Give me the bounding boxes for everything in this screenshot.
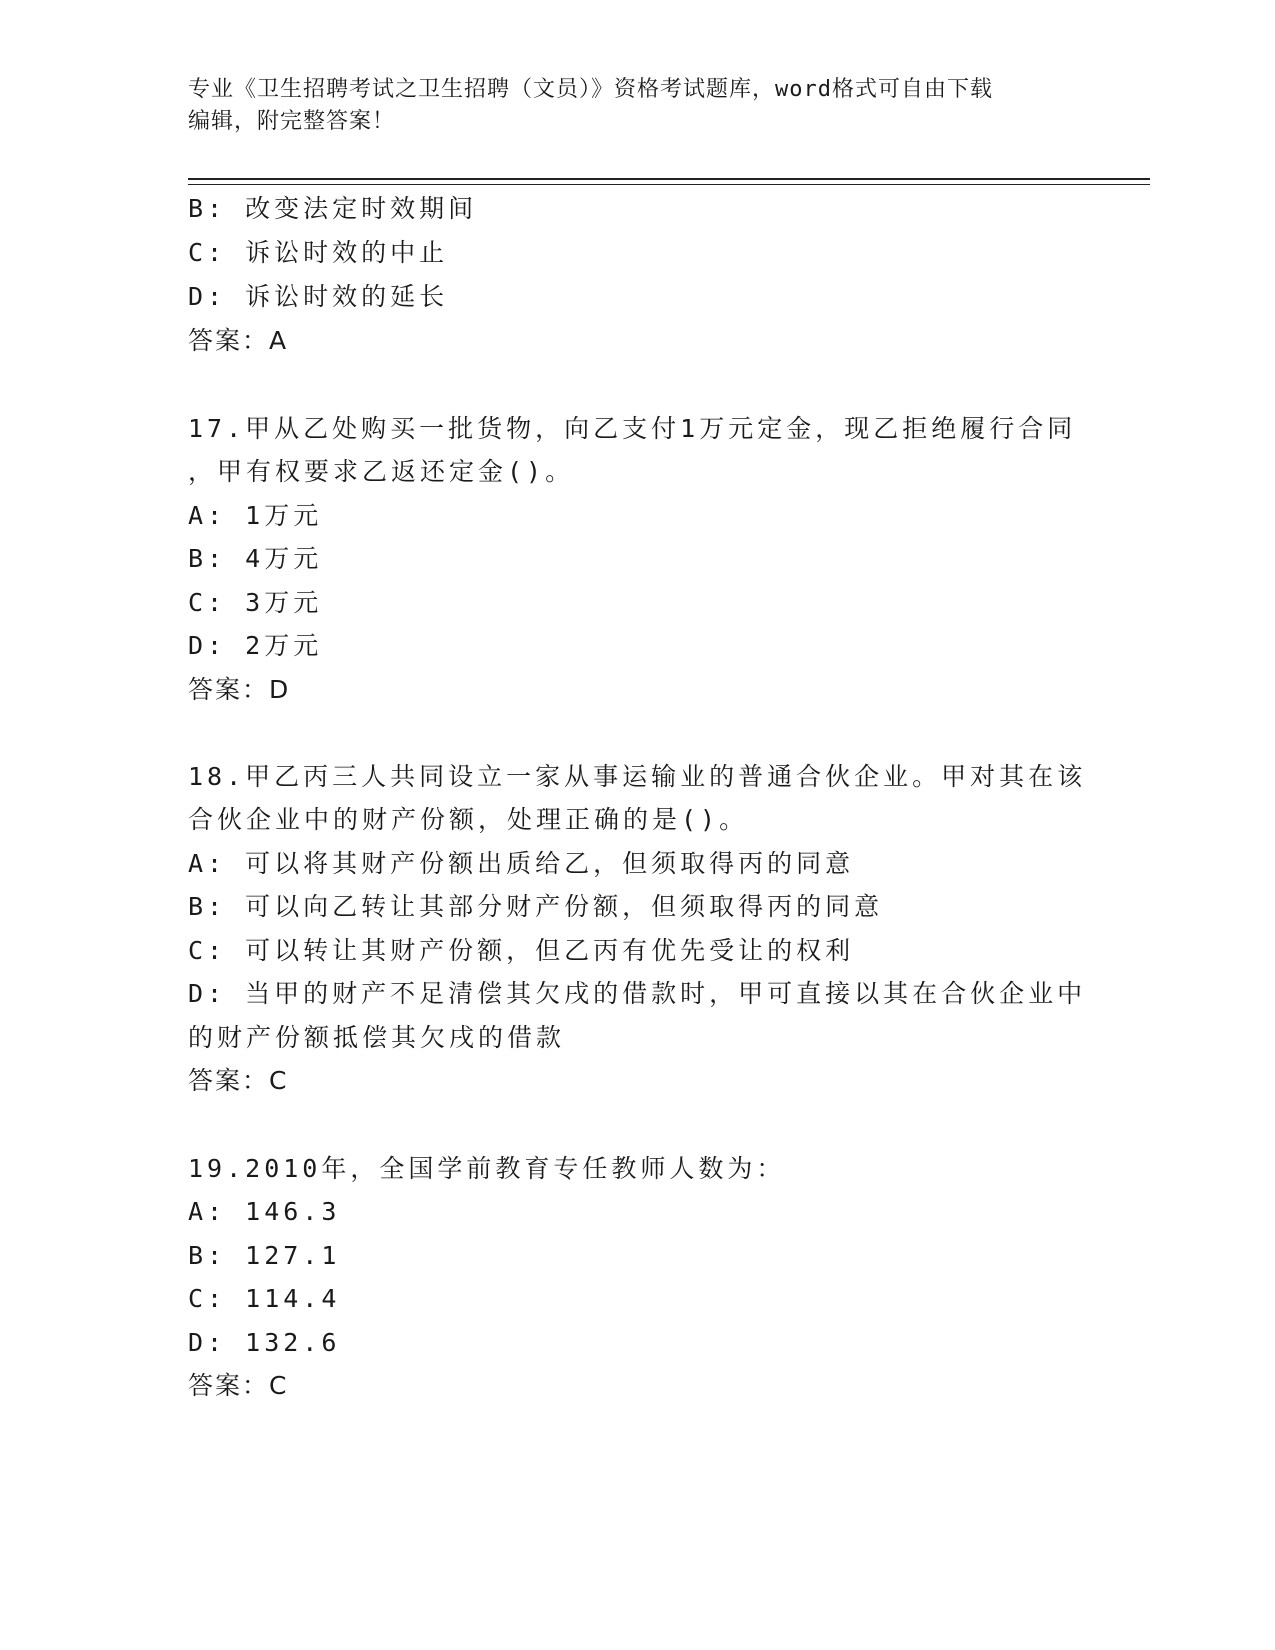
q18-answer: 答案：C xyxy=(188,1066,289,1095)
header-line-1: 专业《卫生招聘考试之卫生招聘（文员）》资格考试题库，word格式可自由下载 xyxy=(188,77,993,102)
q19-stem-line-1: 19.2010年，全国学前教育专任教师人数为： xyxy=(188,1154,786,1183)
q17-stem-line-2: ，甲有权要求乙返还定金()。 xyxy=(188,457,575,486)
q18-option-c: C: 可以转让其财产份额，但乙丙有优先受让的权利 xyxy=(188,936,855,965)
q17-stem-line-1: 17.甲从乙处购买一批货物，向乙支付1万元定金，现乙拒绝履行合同 xyxy=(188,414,1077,443)
q16-answer: 答案：A xyxy=(188,326,289,355)
q19-option-d: D: 132.6 xyxy=(188,1328,341,1357)
header-divider-thin xyxy=(188,184,1150,185)
q18-option-b: B: 可以向乙转让其部分财产份额，但须取得丙的同意 xyxy=(188,892,884,921)
q18-option-d-line-2: 的财产份额抵偿其欠戌的借款 xyxy=(188,1023,566,1052)
q16-option-d: D: 诉讼时效的延长 xyxy=(188,282,449,311)
q19-option-c: C: 114.4 xyxy=(188,1284,341,1313)
q17-option-b: B: 4万元 xyxy=(188,544,323,573)
q17-answer: 答案：D xyxy=(188,675,291,704)
q18-option-a: A: 可以将其财产份额出质给乙，但须取得丙的同意 xyxy=(188,849,855,878)
q16-option-b: B: 改变法定时效期间 xyxy=(188,194,478,223)
q16-option-c: C: 诉讼时效的中止 xyxy=(188,238,449,267)
q19-answer: 答案：C xyxy=(188,1371,289,1400)
header-line-2: 编辑，附完整答案！ xyxy=(188,109,396,134)
q18-stem-line-1: 18.甲乙丙三人共同设立一家从事运输业的普通合伙企业。甲对其在该 xyxy=(188,762,1087,791)
q18-option-d-line-1: D: 当甲的财产不足清偿其欠戌的借款时，甲可直接以其在合伙企业中 xyxy=(188,979,1087,1008)
document-header xyxy=(188,74,1068,138)
q17-option-c: C: 3万元 xyxy=(188,588,323,617)
header-divider-thick xyxy=(188,178,1150,180)
q17-option-a: A: 1万元 xyxy=(188,501,323,530)
q19-option-b: B: 127.1 xyxy=(188,1241,341,1270)
q19-option-a: A: 146.3 xyxy=(188,1197,341,1226)
q18-stem-line-2: 合伙企业中的财产份额，处理正确的是()。 xyxy=(188,805,749,834)
q17-option-d: D: 2万元 xyxy=(188,631,323,660)
